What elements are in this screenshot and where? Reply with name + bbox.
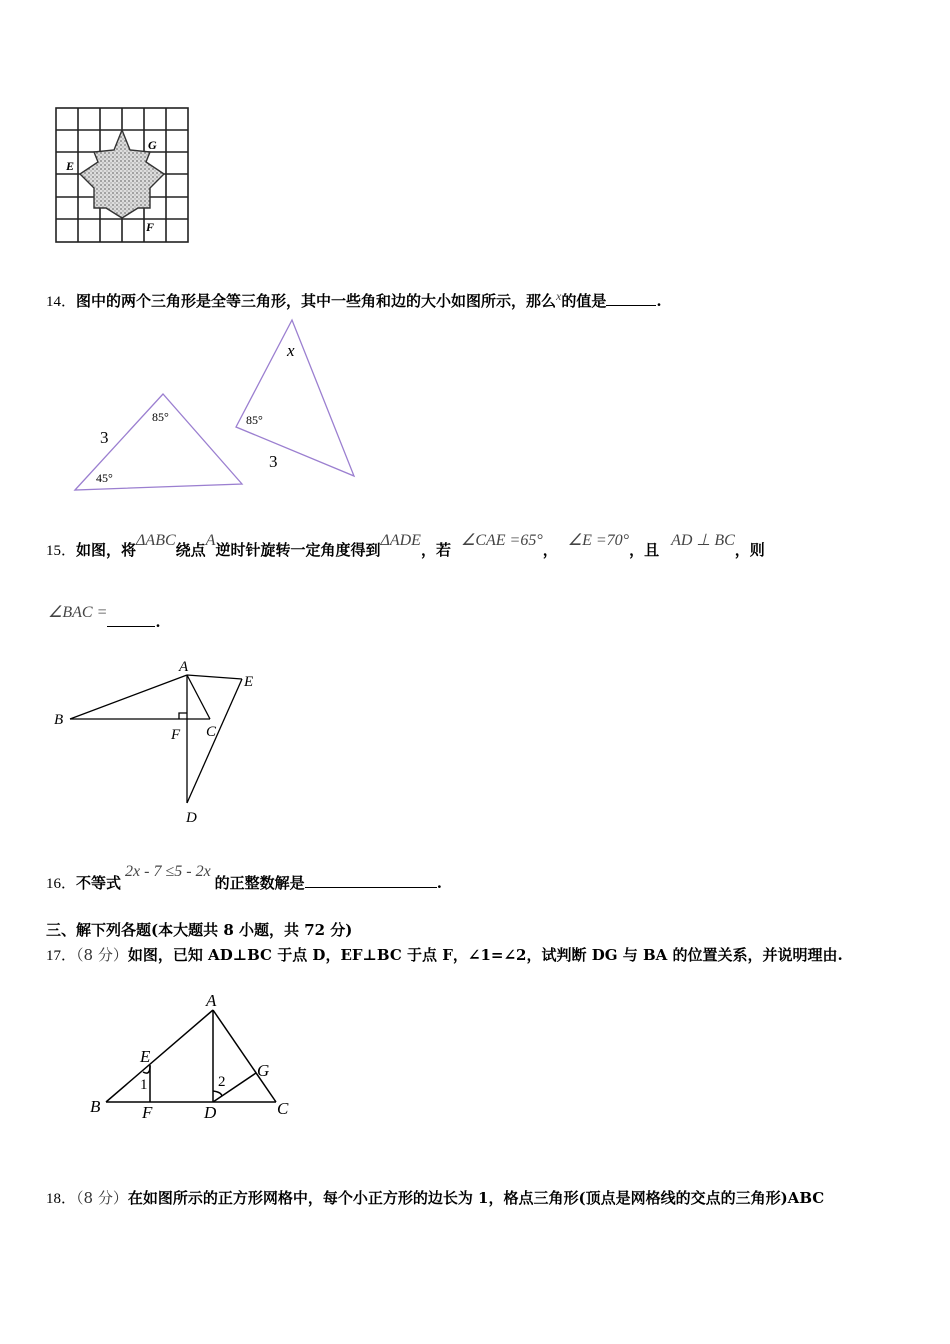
- label-d: D: [186, 810, 197, 826]
- left-bottom-angle: 45°: [96, 471, 113, 485]
- label-a: A: [206, 991, 217, 1010]
- question-14: 14．图中的两个三角形是全等三角形，其中一些角和边的大小如图所示，那么$^x$的值是 .: [46, 289, 662, 310]
- right-angle-label: 85°: [246, 413, 263, 427]
- right-x-label: x: [287, 341, 295, 360]
- rotation-figure: [50, 655, 280, 830]
- label-c: C: [206, 724, 217, 740]
- right-side-label: 3: [269, 452, 278, 471]
- answer-blank[interactable]: [606, 305, 656, 306]
- label-c: C: [277, 1099, 289, 1118]
- label-b: B: [54, 712, 64, 728]
- parallel-figure: [88, 990, 308, 1125]
- label-e: E: [140, 1047, 151, 1066]
- label-g: G: [257, 1061, 270, 1080]
- question-15: 15．如图，将ΔABC绕点A逆时针旋转一定角度得到ΔADE，若∠CAE =65°，∠E =70°，且AD ⊥ BC，则: [46, 532, 765, 559]
- question-16: 16．不等式2x - 7 ≤5 - 2x的正整数解是 .: [46, 863, 442, 892]
- left-top-angle: 85°: [152, 410, 169, 424]
- angle-2: 2: [218, 1074, 226, 1090]
- question-18: 18．（8 分）在如图所示的正方形网格中，每个小正方形的边长为 1，格点三角形(顶点是网格线的交点的三角形)ABC: [46, 1189, 825, 1207]
- section-3-title: 三、解下列各题(本大题共 8 小题，共 72 分): [46, 921, 353, 939]
- right-triangle: [236, 320, 354, 476]
- left-side-label: 3: [100, 428, 109, 447]
- leaf-grid-figure: [52, 104, 194, 246]
- answer-blank[interactable]: [305, 887, 437, 888]
- congruent-triangles-figure: [60, 310, 380, 500]
- label-d: D: [204, 1103, 217, 1122]
- label-g: G: [148, 138, 157, 152]
- label-f: F: [146, 220, 155, 234]
- question-17: 17．（8 分）如图，已知 AD⊥BC 于点 D，EF⊥BC 于点 F，∠1=∠2，试判断 DG 与 BA 的位置关系，并说明理由.: [46, 946, 843, 964]
- label-a: A: [179, 659, 189, 675]
- label-b: B: [90, 1097, 101, 1116]
- answer-blank[interactable]: [107, 626, 155, 627]
- label-e: E: [66, 159, 75, 173]
- label-f: F: [142, 1103, 153, 1122]
- question-15-line2: ∠BAC =.: [48, 604, 161, 631]
- label-e: E: [244, 674, 254, 690]
- label-f: F: [171, 727, 181, 743]
- angle-1: 1: [140, 1077, 148, 1093]
